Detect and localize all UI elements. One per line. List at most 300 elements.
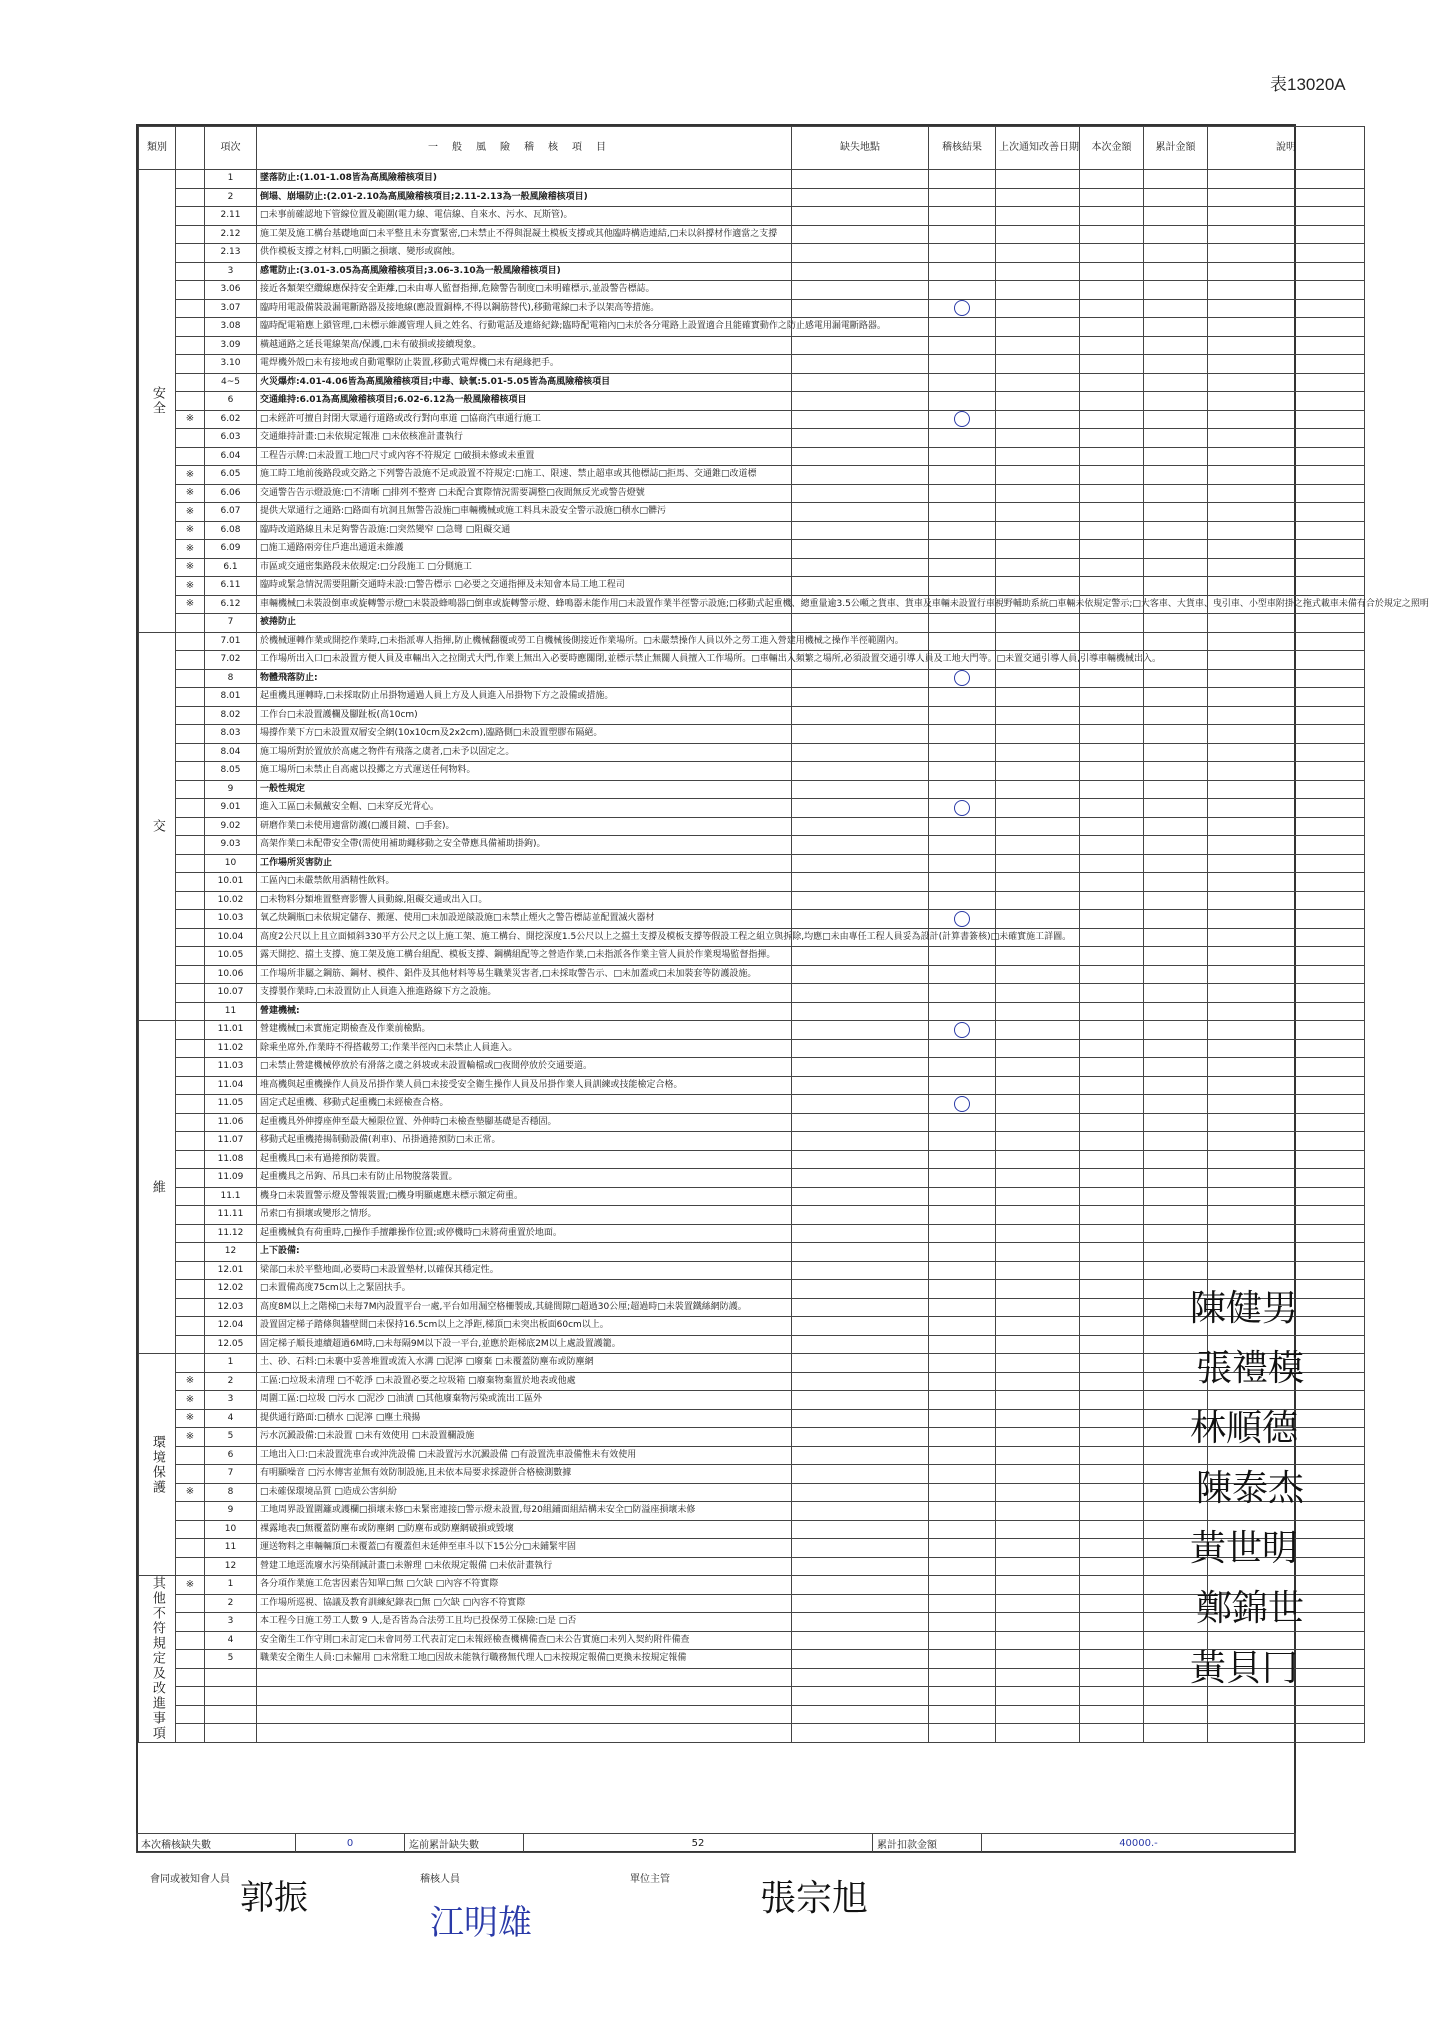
row-note (1208, 1095, 1365, 1114)
row-mark (176, 170, 205, 189)
row-note (1208, 799, 1365, 818)
row-cum-amount (1144, 1095, 1208, 1114)
row-last-notice (996, 688, 1080, 707)
row-item-text: 各分項作業施工危害因素告知單□無 □欠缺 □內容不符實際 (257, 1576, 792, 1595)
row-this-amount (1080, 503, 1144, 522)
row-this-amount (1080, 1465, 1144, 1484)
row-mark (176, 355, 205, 374)
table-row (139, 1724, 1365, 1743)
row-last-notice (996, 1539, 1080, 1558)
row-location (792, 1428, 929, 1447)
row-location (792, 1002, 929, 1021)
row-result (929, 762, 996, 781)
row-note (1208, 336, 1365, 355)
row-item-no (205, 1687, 257, 1706)
row-item-no: 11.1 (205, 1187, 257, 1206)
row-mark (176, 1280, 205, 1299)
row-this-amount (1080, 299, 1144, 318)
header-this-amount: 本次金額 (1080, 127, 1144, 170)
row-result (929, 836, 996, 855)
row-item-no: 12 (205, 1243, 257, 1262)
note-signer: 陳泰杰 (1196, 1468, 1305, 1509)
row-location (792, 484, 929, 503)
row-cum-amount (1144, 1113, 1208, 1132)
row-item-no: 7.02 (205, 651, 257, 670)
category-label: 其他不符規定及改進事項 (149, 1576, 165, 1742)
row-note (1208, 651, 1365, 670)
row-note (1208, 1039, 1365, 1058)
row-item-text: 安全衛生工作守則□未訂定□未會同勞工代表訂定□未報經檢查機構備查□未公告實施□未列入契約附件備查 (257, 1631, 792, 1650)
row-item-no: 4 (205, 1409, 257, 1428)
row-result (929, 1724, 996, 1743)
row-result (929, 577, 996, 596)
row-mark (176, 928, 205, 947)
table-row (139, 1446, 1365, 1465)
row-item-no: 8.05 (205, 762, 257, 781)
row-this-amount (1080, 1132, 1144, 1151)
header-note: 說明 (1208, 127, 1365, 170)
row-item-no: 3.07 (205, 299, 257, 318)
row-result (929, 1187, 996, 1206)
row-item-no: 3.08 (205, 318, 257, 337)
row-note (1208, 281, 1365, 300)
row-item-text: 一般性規定 (257, 780, 792, 799)
row-item-text: 起重機械負有荷重時,□操作手擅離操作位置;或停機時□未將荷重置於地面。 (257, 1224, 792, 1243)
row-note (1208, 1076, 1365, 1095)
row-location (792, 706, 929, 725)
row-mark (176, 817, 205, 836)
row-note (1208, 318, 1365, 337)
table-row (139, 1594, 1365, 1613)
row-item-no: 6.09 (205, 540, 257, 559)
row-cum-amount (1144, 262, 1208, 281)
row-last-notice (996, 262, 1080, 281)
row-this-amount (1080, 891, 1144, 910)
row-item-text: 墜落防止:(1.01-1.08皆為高風險稽核項目) (257, 170, 792, 189)
row-note (1208, 669, 1365, 688)
table-row (139, 1409, 1365, 1428)
row-last-notice (996, 1428, 1080, 1447)
row-item-text: 交通維持:6.01為高風險稽核項目;6.02-6.12為一般風險稽核項目 (257, 392, 792, 411)
row-this-amount (1080, 743, 1144, 762)
row-result (929, 873, 996, 892)
row-cum-amount (1144, 1076, 1208, 1095)
row-result (929, 540, 996, 559)
row-result (929, 854, 996, 873)
row-item-no: 3 (205, 1613, 257, 1632)
row-this-amount (1080, 1298, 1144, 1317)
row-this-amount (1080, 392, 1144, 411)
row-last-notice (996, 540, 1080, 559)
row-item-no: 10.07 (205, 984, 257, 1003)
row-item-text: 高度8M以上之階梯□未每7M內設置平台一處,平台如用漏空格柵製成,其縫間隙□超過30公厘;超過時□未裝置鐵絲網防護。 (257, 1298, 792, 1317)
row-this-amount (1080, 965, 1144, 984)
row-item-text: 工地周界設置圍籬或護欄□損壞未修□未緊密連接□警示燈未設置,每20組鋪面組結構未安全□防溢座損壞未修 (257, 1502, 792, 1521)
row-cum-amount (1144, 854, 1208, 873)
row-mark (176, 1594, 205, 1613)
row-this-amount (1080, 1631, 1144, 1650)
row-item-text: 車輛機械□未裝設倒車或旋轉警示燈□未裝設蜂鳴器□倒車或旋轉警示燈、蜂鳴器未能作用□未設置作業半徑警示設施;□移動式起重機、總重量逾3.5公噸之貨車、貨車及車輛未設置行車視野輔助系統□車輛未依規定警示;□大客車、大貨車、曳引車、小型車附掛之拖式載車未備有合於規定之照明 (257, 595, 792, 614)
table-row (139, 1039, 1365, 1058)
row-location (792, 780, 929, 799)
row-location (792, 725, 929, 744)
header-title: 一般風險稽核項目 (257, 127, 792, 170)
row-location (792, 558, 929, 577)
row-mark (176, 1039, 205, 1058)
row-item-text: 接近各類架空纜線應保持安全距離,□未由專人監督指揮,危險警告制度□未明確標示,並設警告標誌。 (257, 281, 792, 300)
row-this-amount (1080, 355, 1144, 374)
table-row (139, 262, 1365, 281)
row-this-amount (1080, 706, 1144, 725)
row-mark: ※ (176, 521, 205, 540)
table-row (139, 484, 1365, 503)
row-item-text (257, 1668, 792, 1687)
row-result (929, 1465, 996, 1484)
row-result (929, 947, 996, 966)
row-this-amount (1080, 1317, 1144, 1336)
defects-label: 本次稽核缺失數 (137, 1834, 296, 1853)
row-item-no: 6.07 (205, 503, 257, 522)
row-mark (176, 1002, 205, 1021)
row-note (1208, 1002, 1365, 1021)
row-item-no: 2 (205, 188, 257, 207)
row-location (792, 1076, 929, 1095)
row-mark (176, 725, 205, 744)
row-last-notice (996, 170, 1080, 189)
row-note (1208, 910, 1365, 929)
row-note (1208, 410, 1365, 429)
row-item-text (257, 1687, 792, 1706)
row-this-amount (1080, 1243, 1144, 1262)
row-item-text: 堆高機與起重機操作人員及吊掛作業人員□未接受安全衛生操作人員及吊掛作業人員訓練或技能檢定合格。 (257, 1076, 792, 1095)
row-item-no: 6.1 (205, 558, 257, 577)
row-location (792, 1187, 929, 1206)
row-this-amount (1080, 1261, 1144, 1280)
row-result (929, 706, 996, 725)
row-this-amount (1080, 1428, 1144, 1447)
table-row (139, 928, 1365, 947)
table-row (139, 1076, 1365, 1095)
row-this-amount (1080, 1095, 1144, 1114)
row-cum-amount (1144, 1021, 1208, 1040)
row-this-amount (1080, 836, 1144, 855)
row-item-text: 工作台□未設置護欄及腳趾板(高10cm) (257, 706, 792, 725)
row-item-no: 6 (205, 392, 257, 411)
table-row (139, 1465, 1365, 1484)
row-mark (176, 299, 205, 318)
row-this-amount (1080, 577, 1144, 596)
row-item-text: 裸露地表□無覆蓋防塵布或防塵網 □防塵布或防塵網破損或毀壞 (257, 1520, 792, 1539)
row-last-notice (996, 762, 1080, 781)
row-item-text (257, 1724, 792, 1743)
row-item-text: 交通維持計畫:□未依規定報准 □未依核准計畫執行 (257, 429, 792, 448)
note-signer: 鄭錦世 (1196, 1588, 1305, 1629)
table-row (139, 318, 1365, 337)
row-result (929, 188, 996, 207)
row-last-notice (996, 1613, 1080, 1632)
row-item-text: 於機械運轉作業或開挖作業時,□未指派專人指揮,防止機械翻覆或勞工自機械後側接近作業場所。□未嚴禁操作人員以外之勞工進入營建用機械之操作半徑範圍內。 (257, 632, 792, 651)
row-item-no: 10 (205, 1520, 257, 1539)
row-location (792, 965, 929, 984)
row-note (1208, 540, 1365, 559)
row-mark (176, 1113, 205, 1132)
table-row (139, 1372, 1365, 1391)
row-last-notice (996, 1687, 1080, 1706)
table-row (139, 595, 1365, 614)
row-item-no: 6.08 (205, 521, 257, 540)
row-item-no: 11 (205, 1539, 257, 1558)
row-mark (176, 947, 205, 966)
row-result (929, 1520, 996, 1539)
row-last-notice (996, 503, 1080, 522)
table-row (139, 540, 1365, 559)
auditor-signature: 江明雄 (430, 1903, 532, 1943)
row-mark (176, 1076, 205, 1095)
row-location (792, 429, 929, 448)
row-location (792, 817, 929, 836)
row-cum-amount (1144, 725, 1208, 744)
table-row (139, 1113, 1365, 1132)
note-signer: 林順德 (1190, 1408, 1299, 1449)
joint-label: 會同或被知會人員 (150, 1874, 230, 1885)
header-item-no: 項次 (205, 127, 257, 170)
note-signer: 黃貝冂 (1190, 1648, 1299, 1689)
row-note (1208, 1243, 1365, 1262)
row-this-amount (1080, 410, 1144, 429)
row-item-no: 7 (205, 1465, 257, 1484)
row-this-amount (1080, 1668, 1144, 1687)
table-row (139, 891, 1365, 910)
row-item-text: 營建機械□未實施定期檢查及作業前檢點。 (257, 1021, 792, 1040)
row-cum-amount (1144, 1058, 1208, 1077)
row-last-notice (996, 225, 1080, 244)
row-mark (176, 1613, 205, 1632)
table-row (139, 1631, 1365, 1650)
row-mark (176, 188, 205, 207)
row-item-no: 11.09 (205, 1169, 257, 1188)
row-item-text: 工地出入口:□未設置洗車台或沖洗設備 □未設置污水沉澱設備 □有設置洗車設備惟未有效使用 (257, 1446, 792, 1465)
row-this-amount (1080, 281, 1144, 300)
row-this-amount (1080, 1169, 1144, 1188)
row-mark (176, 373, 205, 392)
row-item-no: 1 (205, 1354, 257, 1373)
row-location (792, 299, 929, 318)
row-note (1208, 1150, 1365, 1169)
row-location (792, 1409, 929, 1428)
row-note (1208, 743, 1365, 762)
row-this-amount (1080, 1409, 1144, 1428)
row-last-notice (996, 1317, 1080, 1336)
row-item-text: 倒塌、崩塌防止:(2.01-2.10為高風險稽核項目;2.11-2.13為一般風險稽核項目) (257, 188, 792, 207)
row-mark (176, 1650, 205, 1669)
row-result (929, 891, 996, 910)
row-this-amount (1080, 854, 1144, 873)
table-row (139, 1391, 1365, 1410)
row-item-text: 提供大眾通行之通路:□路面有坑洞且無警告設施□車輛機械或施工料具未設安全警示設施□積水□髒污 (257, 503, 792, 522)
row-this-amount (1080, 614, 1144, 633)
row-item-no: 1 (205, 170, 257, 189)
row-item-no: 6 (205, 1446, 257, 1465)
row-last-notice (996, 1446, 1080, 1465)
table-row (139, 188, 1365, 207)
row-item-no: 10.01 (205, 873, 257, 892)
row-location (792, 836, 929, 855)
row-result (929, 669, 996, 688)
row-this-amount (1080, 1354, 1144, 1373)
table-row (139, 1150, 1365, 1169)
row-this-amount (1080, 910, 1144, 929)
row-this-amount (1080, 762, 1144, 781)
row-last-notice (996, 1520, 1080, 1539)
row-item-no: 8.03 (205, 725, 257, 744)
table-row (139, 817, 1365, 836)
row-result (929, 1243, 996, 1262)
row-mark: ※ (176, 484, 205, 503)
row-this-amount (1080, 799, 1144, 818)
row-result (929, 299, 996, 318)
row-item-text: 施工場所□未禁止自高處以投擲之方式運送任何物料。 (257, 762, 792, 781)
row-note (1208, 947, 1365, 966)
table-row (139, 743, 1365, 762)
row-item-text: 起重機具外伸撐座伸至最大極限位置、外伸時□未檢查墊腳基礎是否穩固。 (257, 1113, 792, 1132)
row-item-text: 土、砂、石料:□未裹中妥善堆置或流入水溝 □泥濘 □廢棄 □未覆蓋防塵布或防塵網 (257, 1354, 792, 1373)
row-note (1208, 355, 1365, 374)
row-item-text: 機身□未裝置警示燈及警報裝置;□機身明顯處應未標示額定荷重。 (257, 1187, 792, 1206)
row-last-notice (996, 836, 1080, 855)
row-result (929, 207, 996, 226)
row-note (1208, 1224, 1365, 1243)
row-result (929, 392, 996, 411)
row-item-text: □未禁止營建機械停放於有滑落之虞之斜坡或未設置輪檔或□夜間停放於交通要道。 (257, 1058, 792, 1077)
row-item-text: 供作模板支撐之材料,□明顯之損壞、變形或腐蝕。 (257, 244, 792, 263)
row-mark: ※ (176, 1409, 205, 1428)
row-location (792, 1483, 929, 1502)
row-location (792, 207, 929, 226)
row-location (792, 540, 929, 559)
row-cum-amount (1144, 355, 1208, 374)
row-item-text: 露天開挖、擋土支撐、施工架及施工構台組配、模板支撐、鋼構組配等之營造作業,□未指派各作業主管人員於作業現場監督指揮。 (257, 947, 792, 966)
header-mark (176, 127, 205, 170)
row-cum-amount (1144, 614, 1208, 633)
row-mark: ※ (176, 1483, 205, 1502)
row-last-notice (996, 1206, 1080, 1225)
row-this-amount (1080, 1576, 1144, 1595)
table-row (139, 170, 1365, 189)
header-cum-amount: 累計金額 (1144, 127, 1208, 170)
row-result (929, 1280, 996, 1299)
table-row (139, 577, 1365, 596)
row-last-notice (996, 318, 1080, 337)
row-last-notice (996, 614, 1080, 633)
row-last-notice (996, 873, 1080, 892)
row-location (792, 1150, 929, 1169)
row-last-notice (996, 299, 1080, 318)
row-note (1208, 429, 1365, 448)
row-item-no: 8 (205, 669, 257, 688)
row-mark (176, 1298, 205, 1317)
row-mark (176, 743, 205, 762)
row-item-no: 10.06 (205, 965, 257, 984)
row-note (1208, 244, 1365, 263)
row-mark (176, 706, 205, 725)
row-location (792, 614, 929, 633)
row-location (792, 799, 929, 818)
row-mark (176, 1465, 205, 1484)
row-this-amount (1080, 318, 1144, 337)
row-this-amount (1080, 873, 1144, 892)
row-item-no: 3.10 (205, 355, 257, 374)
table-row (139, 447, 1365, 466)
row-result (929, 1687, 996, 1706)
row-this-amount (1080, 1613, 1144, 1632)
row-mark: ※ (176, 1391, 205, 1410)
table-row (139, 1021, 1365, 1040)
row-location (792, 447, 929, 466)
category-cell-safety (139, 170, 176, 633)
row-item-no: 6.03 (205, 429, 257, 448)
row-item-no: 10.04 (205, 928, 257, 947)
row-mark (176, 1021, 205, 1040)
row-note (1208, 484, 1365, 503)
row-cum-amount (1144, 669, 1208, 688)
table-row (139, 651, 1365, 670)
row-note (1208, 632, 1365, 651)
row-cum-amount (1144, 466, 1208, 485)
row-item-no: 6.02 (205, 410, 257, 429)
table-row (139, 1298, 1365, 1317)
row-result (929, 1150, 996, 1169)
row-mark (176, 1354, 205, 1373)
table-row (139, 558, 1365, 577)
row-result (929, 743, 996, 762)
header-location: 缺失地點 (792, 127, 929, 170)
note-signer: 陳健男 (1190, 1288, 1299, 1329)
row-item-text: □未物料分類堆置整齊影響人員動線,阻礙交通或出入口。 (257, 891, 792, 910)
row-mark (176, 1687, 205, 1706)
header-result: 稽核結果 (929, 127, 996, 170)
table-row (139, 466, 1365, 485)
row-this-amount (1080, 947, 1144, 966)
row-location (792, 762, 929, 781)
row-result (929, 817, 996, 836)
row-mark (176, 447, 205, 466)
row-mark (176, 225, 205, 244)
row-last-notice (996, 891, 1080, 910)
table-row (139, 1705, 1365, 1724)
row-cum-amount (1144, 336, 1208, 355)
supervisor-label: 單位主管 (630, 1874, 670, 1885)
row-mark (176, 262, 205, 281)
row-this-amount (1080, 225, 1144, 244)
row-this-amount (1080, 1502, 1144, 1521)
row-cum-amount (1144, 392, 1208, 411)
row-note (1208, 1705, 1365, 1724)
row-location (792, 503, 929, 522)
row-note (1208, 225, 1365, 244)
row-result (929, 1409, 996, 1428)
row-this-amount (1080, 484, 1144, 503)
row-last-notice (996, 632, 1080, 651)
audit-table (138, 126, 1429, 1743)
row-mark (176, 984, 205, 1003)
row-item-text: □施工通路兩旁住戶進出通道未維護 (257, 540, 792, 559)
row-last-notice (996, 558, 1080, 577)
row-this-amount (1080, 244, 1144, 263)
row-this-amount (1080, 725, 1144, 744)
row-item-text: 職業安全衛生人員:□未僱用 □未常駐工地□因故未能執行職務無代理人□未按規定報備□更換未按規定報備 (257, 1650, 792, 1669)
row-last-notice (996, 1021, 1080, 1040)
row-item-no: 12.04 (205, 1317, 257, 1336)
